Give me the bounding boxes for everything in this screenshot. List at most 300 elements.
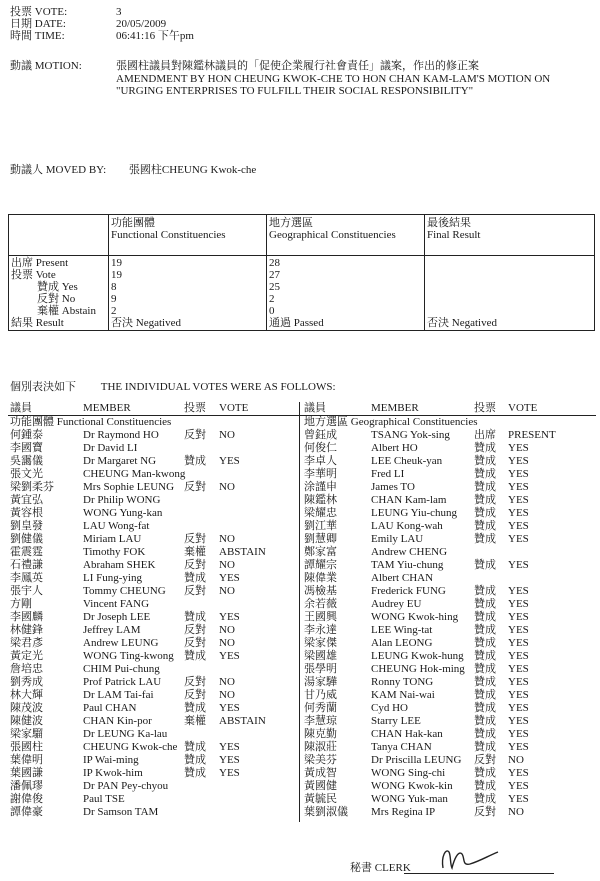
member-vote-row: [300, 741, 596, 754]
vote-zh: 贊成: [474, 689, 496, 701]
vote-en: YES: [508, 507, 529, 519]
vote-en: YES: [508, 624, 529, 636]
vote-zh: 贊成: [474, 520, 496, 532]
member-name-en: Dr PAN Pey-chyou: [83, 780, 169, 792]
member-name-zh: 潘佩璆: [10, 780, 43, 792]
member-name-zh: 梁耀忠: [304, 507, 337, 519]
member-vote-row: [8, 702, 299, 715]
member-name-zh: 陳淑莊: [304, 741, 337, 753]
member-name-zh: 梁劉柔芬: [10, 481, 54, 493]
vote-zh: 贊成: [474, 481, 496, 493]
member-name-en: KAM Nai-wai: [371, 689, 435, 701]
member-name-en: Miriam LAU: [83, 533, 142, 545]
geographical-no: 2: [269, 293, 275, 305]
summary-body-row: [9, 256, 595, 331]
motion-line-en-2: "URGING ENTERPRISES TO FULFILL THEIR SOCIAL RESPONSIBILITY": [116, 85, 474, 97]
motion-label: 動議 MOTION:: [10, 60, 82, 72]
summary-table: [8, 214, 595, 331]
header-member-zh: 議員: [304, 402, 326, 414]
vote-zh: 反對: [474, 806, 496, 818]
member-name-zh: 劉江華: [304, 520, 337, 532]
date-label: 日期 DATE:: [10, 18, 66, 30]
member-vote-row: [300, 494, 596, 507]
vote-en: ABSTAIN: [219, 715, 266, 727]
vote-label: 投票 VOTE:: [10, 6, 68, 18]
member-vote-row: [300, 637, 596, 650]
vote-en: YES: [508, 741, 529, 753]
member-name-en: LEE Cheuk-yan: [371, 455, 443, 467]
vote-en: YES: [219, 650, 240, 662]
vote-zh: 贊成: [474, 767, 496, 779]
member-name-zh: 李華明: [304, 468, 337, 480]
vote-zh: 反對: [184, 481, 206, 493]
functional-yes: 8: [111, 281, 117, 293]
functional-column-header: [8, 402, 299, 416]
member-name-en: Vincent FANG: [83, 598, 150, 610]
vote-en: ABSTAIN: [219, 546, 266, 558]
geographical-present: 28: [269, 257, 280, 269]
member-vote-row: [300, 429, 596, 442]
vote-zh: 贊成: [474, 507, 496, 519]
header-vote-zh: 投票: [184, 402, 206, 414]
member-name-zh: 梁美芬: [304, 754, 337, 766]
vote-en: NO: [219, 533, 235, 545]
vote-en: YES: [219, 572, 240, 584]
geographical-column-header: [300, 402, 596, 416]
member-name-zh: 陳偉業: [304, 572, 337, 584]
label-present: 出席 Present: [11, 257, 69, 269]
vote-en: YES: [508, 728, 529, 740]
member-name-zh: 何秀蘭: [304, 702, 337, 714]
vote-zh: 贊成: [474, 559, 496, 571]
member-vote-row: [8, 546, 299, 559]
member-name-en: Andrew LEUNG: [83, 637, 159, 649]
member-name-en: Fred LI: [371, 468, 405, 480]
member-name-en: Dr LEUNG Ka-lau: [83, 728, 168, 740]
vote-en: YES: [508, 663, 529, 675]
member-vote-row: [8, 455, 299, 468]
member-vote-row: [300, 585, 596, 598]
member-vote-row: [8, 572, 299, 585]
header-member-en: MEMBER: [83, 402, 131, 414]
member-name-zh: 石禮謙: [10, 559, 43, 571]
moved-by-row: [10, 164, 256, 176]
member-vote-row: [300, 533, 596, 546]
member-name-en: Dr Philip WONG: [83, 494, 161, 506]
vote-en: NO: [219, 585, 235, 597]
member-name-en: CHIM Pui-chung: [83, 663, 160, 675]
vote-en: PRESENT: [508, 429, 556, 441]
label-vote: 投票 Vote: [11, 269, 56, 281]
member-vote-row: [8, 715, 299, 728]
member-vote-row: [300, 468, 596, 481]
member-name-zh: 葉偉明: [10, 754, 43, 766]
member-name-en: Abraham SHEK: [83, 559, 156, 571]
functional-values: [109, 256, 267, 331]
vote-en: NO: [219, 429, 235, 441]
member-vote-row: [300, 572, 596, 585]
vote-en: YES: [508, 494, 529, 506]
member-name-en: Cyd HO: [371, 702, 408, 714]
col-functional-zh: 功能團體: [111, 217, 155, 229]
member-name-zh: 黃宜弘: [10, 494, 43, 506]
vote-en: NO: [219, 676, 235, 688]
member-vote-row: [8, 507, 299, 520]
member-name-en: CHEUNG Hok-ming: [371, 663, 465, 675]
functional-no: 9: [111, 293, 117, 305]
vote-zh: 贊成: [184, 767, 206, 779]
member-name-zh: 譚耀宗: [304, 559, 337, 571]
member-name-zh: 何俊仁: [304, 442, 337, 454]
vote-en: YES: [508, 442, 529, 454]
member-vote-row: [300, 663, 596, 676]
individual-votes-title-zh: 個別表決如下: [10, 381, 76, 393]
member-name-en: Paul TSE: [83, 793, 125, 805]
member-vote-row: [8, 637, 299, 650]
member-vote-row: [300, 611, 596, 624]
member-vote-row: [8, 793, 299, 806]
member-name-zh: 梁君彥: [10, 637, 43, 649]
member-name-zh: 黃容根: [10, 507, 43, 519]
member-name-en: Dr Margaret NG: [83, 455, 157, 467]
vote-en: YES: [508, 520, 529, 532]
member-vote-row: [300, 559, 596, 572]
member-vote-row: [8, 598, 299, 611]
functional-result: 否決 Negatived: [111, 317, 181, 329]
member-name-en: LI Fung-ying: [83, 572, 142, 584]
vote-en: YES: [508, 650, 529, 662]
member-name-en: CHAN Hak-kan: [371, 728, 443, 740]
moved-by-value: 張國柱CHEUNG Kwok-che: [128, 164, 257, 176]
member-vote-row: [8, 624, 299, 637]
member-name-zh: 黃定光: [10, 650, 43, 662]
functional-vote-list: [8, 429, 299, 819]
member-name-en: Ronny TONG: [371, 676, 434, 688]
final-result-cell: [425, 256, 595, 331]
member-name-en: Audrey EU: [371, 598, 422, 610]
member-vote-row: [8, 468, 299, 481]
member-name-en: WONG Kwok-kin: [371, 780, 453, 792]
member-vote-row: [8, 481, 299, 494]
col-geographical-zh: 地方選區: [269, 217, 313, 229]
member-name-en: LAU Kong-wah: [371, 520, 443, 532]
vote-en: YES: [508, 793, 529, 805]
vote-en: YES: [508, 611, 529, 623]
clerk-signature: [440, 842, 510, 872]
final-result-value: 否決 Negatived: [427, 317, 497, 329]
member-name-en: Jeffrey LAM: [83, 624, 141, 636]
time-label: 時間 TIME:: [10, 30, 65, 42]
vote-zh: 贊成: [474, 611, 496, 623]
vote-zh: 贊成: [474, 442, 496, 454]
summary-col-geographical: [267, 215, 425, 256]
member-name-zh: 梁家騮: [10, 728, 43, 740]
vote-en: YES: [508, 637, 529, 649]
vote-en: YES: [508, 702, 529, 714]
member-name-en: Emily LAU: [371, 533, 424, 545]
member-name-zh: 李慧琼: [304, 715, 337, 727]
vote-zh: 反對: [184, 585, 206, 597]
col-final-en: Final Result: [427, 229, 481, 241]
member-name-zh: 陳茂波: [10, 702, 43, 714]
member-name-en: CHAN Kam-lam: [371, 494, 447, 506]
member-name-en: Dr Samson TAM: [83, 806, 159, 818]
member-vote-row: [8, 741, 299, 754]
vote-zh: 反對: [184, 559, 206, 571]
member-vote-row: [8, 663, 299, 676]
vote-zh: 贊成: [474, 650, 496, 662]
member-name-en: Dr David LI: [83, 442, 138, 454]
header-vote-en: VOTE: [508, 402, 538, 414]
member-name-en: Starry LEE: [371, 715, 421, 727]
functional-votes-column: [8, 402, 299, 819]
col-functional-en: Functional Constituencies: [111, 229, 226, 241]
member-vote-row: [300, 754, 596, 767]
vote-en: NO: [219, 481, 235, 493]
member-name-zh: 劉皇發: [10, 520, 43, 532]
summary-corner-cell: [9, 215, 109, 256]
vote-en: YES: [508, 533, 529, 545]
member-vote-row: [300, 793, 596, 806]
member-name-zh: 李鳳英: [10, 572, 43, 584]
individual-votes-title-en: THE INDIVIDUAL VOTES WERE AS FOLLOWS:: [100, 381, 336, 393]
member-vote-row: [300, 598, 596, 611]
member-name-en: WONG Yuk-man: [371, 793, 448, 805]
member-vote-row: [8, 585, 299, 598]
member-name-en: Alan LEONG: [371, 637, 433, 649]
member-vote-row: [300, 650, 596, 663]
member-name-en: Albert CHAN: [371, 572, 434, 584]
member-name-en: Tanya CHAN: [371, 741, 432, 753]
vote-en: YES: [508, 689, 529, 701]
vote-zh: 贊成: [474, 728, 496, 740]
member-name-zh: 李國麟: [10, 611, 43, 623]
vote-zh: 贊成: [474, 676, 496, 688]
member-name-zh: 謝偉俊: [10, 793, 43, 805]
member-vote-row: [300, 689, 596, 702]
vote-zh: 棄權: [184, 546, 206, 558]
member-vote-row: [300, 520, 596, 533]
member-name-zh: 李國寶: [10, 442, 43, 454]
member-name-zh: 葉國謙: [10, 767, 43, 779]
vote-en: YES: [508, 468, 529, 480]
member-vote-row: [8, 650, 299, 663]
member-name-en: Andrew CHENG: [371, 546, 448, 558]
member-name-zh: 方剛: [10, 598, 32, 610]
member-name-en: WONG Kwok-hing: [371, 611, 459, 623]
vote-zh: 贊成: [474, 624, 496, 636]
label-yes: 贊成 Yes: [37, 281, 78, 293]
member-name-zh: 湯家驊: [304, 676, 337, 688]
member-vote-row: [300, 780, 596, 793]
summary-header-row: [9, 215, 595, 256]
geographical-abstain: 0: [269, 305, 275, 317]
member-name-zh: 甘乃威: [304, 689, 337, 701]
header-member-en: MEMBER: [371, 402, 419, 414]
vote-zh: 贊成: [474, 780, 496, 792]
vote-en: YES: [508, 767, 529, 779]
vote-en: YES: [508, 780, 529, 792]
vote-zh: 贊成: [474, 468, 496, 480]
functional-section-title: 功能團體 Functional Constituencies: [10, 416, 172, 428]
member-name-en: Prof Patrick LAU: [83, 676, 162, 688]
member-name-zh: 陳健波: [10, 715, 43, 727]
vote-zh: 贊成: [184, 572, 206, 584]
vote-zh: 反對: [474, 754, 496, 766]
member-name-zh: 林健鋒: [10, 624, 43, 636]
member-name-en: Frederick FUNG: [371, 585, 446, 597]
member-vote-row: [8, 689, 299, 702]
member-name-en: CHAN Kin-por: [83, 715, 152, 727]
vote-zh: 贊成: [184, 455, 206, 467]
member-vote-row: [300, 546, 596, 559]
member-name-en: CHEUNG Man-kwong: [83, 468, 186, 480]
member-name-zh: 張國柱: [10, 741, 43, 753]
individual-votes-title: [10, 381, 336, 393]
member-vote-row: [8, 754, 299, 767]
vote-zh: 反對: [184, 676, 206, 688]
vote-en: YES: [508, 598, 529, 610]
member-name-zh: 馮檢基: [304, 585, 337, 597]
time-value: 06:41:16 下午pm: [116, 30, 194, 42]
functional-present: 19: [111, 257, 122, 269]
vote-en: NO: [508, 806, 524, 818]
member-name-zh: 劉健儀: [10, 533, 43, 545]
vote-en: YES: [219, 741, 240, 753]
member-name-en: WONG Ting-kwong: [83, 650, 174, 662]
member-name-en: Albert HO: [371, 442, 418, 454]
motion-text: [116, 60, 550, 98]
geographical-yes: 25: [269, 281, 280, 293]
member-name-zh: 涂謹申: [304, 481, 337, 493]
member-name-en: WONG Yung-kan: [83, 507, 163, 519]
clerk-signature-line: [404, 873, 554, 874]
geographical-section-title: 地方選區 Geographical Constituencies: [304, 416, 478, 428]
member-name-en: IP Kwok-him: [83, 767, 143, 779]
vote-zh: 贊成: [184, 741, 206, 753]
member-name-zh: 劉慧卿: [304, 533, 337, 545]
member-name-en: Dr LAM Tai-fai: [83, 689, 154, 701]
vote-zh: 反對: [184, 637, 206, 649]
summary-col-final: [425, 215, 595, 256]
col-final-zh: 最後結果: [427, 217, 471, 229]
vote-zh: 出席: [474, 429, 496, 441]
member-name-zh: 陳克勤: [304, 728, 337, 740]
member-name-en: Paul CHAN: [83, 702, 137, 714]
member-name-en: Dr Priscilla LEUNG: [371, 754, 462, 766]
vote-zh: 贊成: [474, 741, 496, 753]
vote-zh: 贊成: [474, 715, 496, 727]
vote-zh: 反對: [184, 429, 206, 441]
member-vote-row: [8, 806, 299, 819]
member-vote-row: [300, 806, 596, 819]
vote-zh: 贊成: [184, 611, 206, 623]
member-name-zh: 吳靄儀: [10, 455, 43, 467]
member-name-zh: 葉劉淑儀: [304, 806, 348, 818]
member-name-zh: 黃國健: [304, 780, 337, 792]
geographical-result: 通過 Passed: [269, 317, 324, 329]
geographical-votes-column: [299, 402, 596, 822]
vote-en: YES: [219, 767, 240, 779]
header-member-zh: 議員: [10, 402, 32, 414]
geographical-vote: 27: [269, 269, 280, 281]
col-geographical-en: Geographical Constituencies: [269, 229, 396, 241]
member-name-zh: 詹培忠: [10, 663, 43, 675]
vote-zh: 贊成: [184, 754, 206, 766]
functional-vote: 19: [111, 269, 122, 281]
vote-en: NO: [219, 559, 235, 571]
member-name-en: LEE Wing-tat: [371, 624, 433, 636]
member-vote-row: [300, 442, 596, 455]
vote-en: YES: [508, 715, 529, 727]
vote-value: 3: [116, 6, 122, 18]
member-name-en: IP Wai-ming: [83, 754, 139, 766]
vote-en: YES: [219, 455, 240, 467]
vote-en: NO: [508, 754, 524, 766]
vote-zh: 贊成: [474, 494, 496, 506]
vote-en: YES: [508, 455, 529, 467]
member-name-zh: 黃成智: [304, 767, 337, 779]
vote-en: YES: [508, 585, 529, 597]
vote-zh: 贊成: [474, 637, 496, 649]
member-vote-row: [8, 442, 299, 455]
vote-zh: 贊成: [474, 793, 496, 805]
vote-en: YES: [508, 559, 529, 571]
member-name-en: LAU Wong-fat: [83, 520, 150, 532]
vote-zh: 反對: [184, 624, 206, 636]
vote-zh: 贊成: [474, 585, 496, 597]
member-name-zh: 張文光: [10, 468, 43, 480]
motion-line-zh: 張國柱議員對陳鑑林議員的「促使企業履行社會責任」議案，作出的修正案: [116, 60, 479, 72]
summary-row-labels: [9, 256, 109, 331]
member-vote-row: [300, 728, 596, 741]
vote-zh: 贊成: [474, 455, 496, 467]
vote-en: YES: [219, 754, 240, 766]
member-vote-row: [300, 481, 596, 494]
member-name-en: TSANG Yok-sing: [371, 429, 450, 441]
vote-zh: 贊成: [474, 702, 496, 714]
member-name-zh: 李永達: [304, 624, 337, 636]
geographical-values: [267, 256, 425, 331]
member-vote-row: [8, 728, 299, 741]
member-name-en: Dr Raymond HO: [83, 429, 159, 441]
member-vote-row: [8, 494, 299, 507]
member-name-zh: 曾鈺成: [304, 429, 337, 441]
member-vote-row: [300, 767, 596, 780]
member-vote-row: [300, 715, 596, 728]
summary-col-functional: [109, 215, 267, 256]
member-name-zh: 霍震霆: [10, 546, 43, 558]
member-vote-row: [8, 429, 299, 442]
member-name-en: Dr Joseph LEE: [83, 611, 151, 623]
vote-zh: 棄權: [184, 715, 206, 727]
vote-en: NO: [219, 637, 235, 649]
member-name-zh: 陳鑑林: [304, 494, 337, 506]
member-name-zh: 張宇人: [10, 585, 43, 597]
vote-zh: 贊成: [474, 598, 496, 610]
member-name-zh: 譚偉豪: [10, 806, 43, 818]
clerk-label: 秘書 CLERK: [350, 862, 411, 874]
member-vote-row: [8, 767, 299, 780]
label-result: 結果 Result: [11, 317, 64, 329]
member-name-zh: 何鍾泰: [10, 429, 43, 441]
header-vote-zh: 投票: [474, 402, 496, 414]
member-vote-row: [300, 624, 596, 637]
member-name-en: Timothy FOK: [83, 546, 146, 558]
vote-zh: 贊成: [184, 650, 206, 662]
member-vote-row: [300, 455, 596, 468]
member-vote-row: [8, 533, 299, 546]
